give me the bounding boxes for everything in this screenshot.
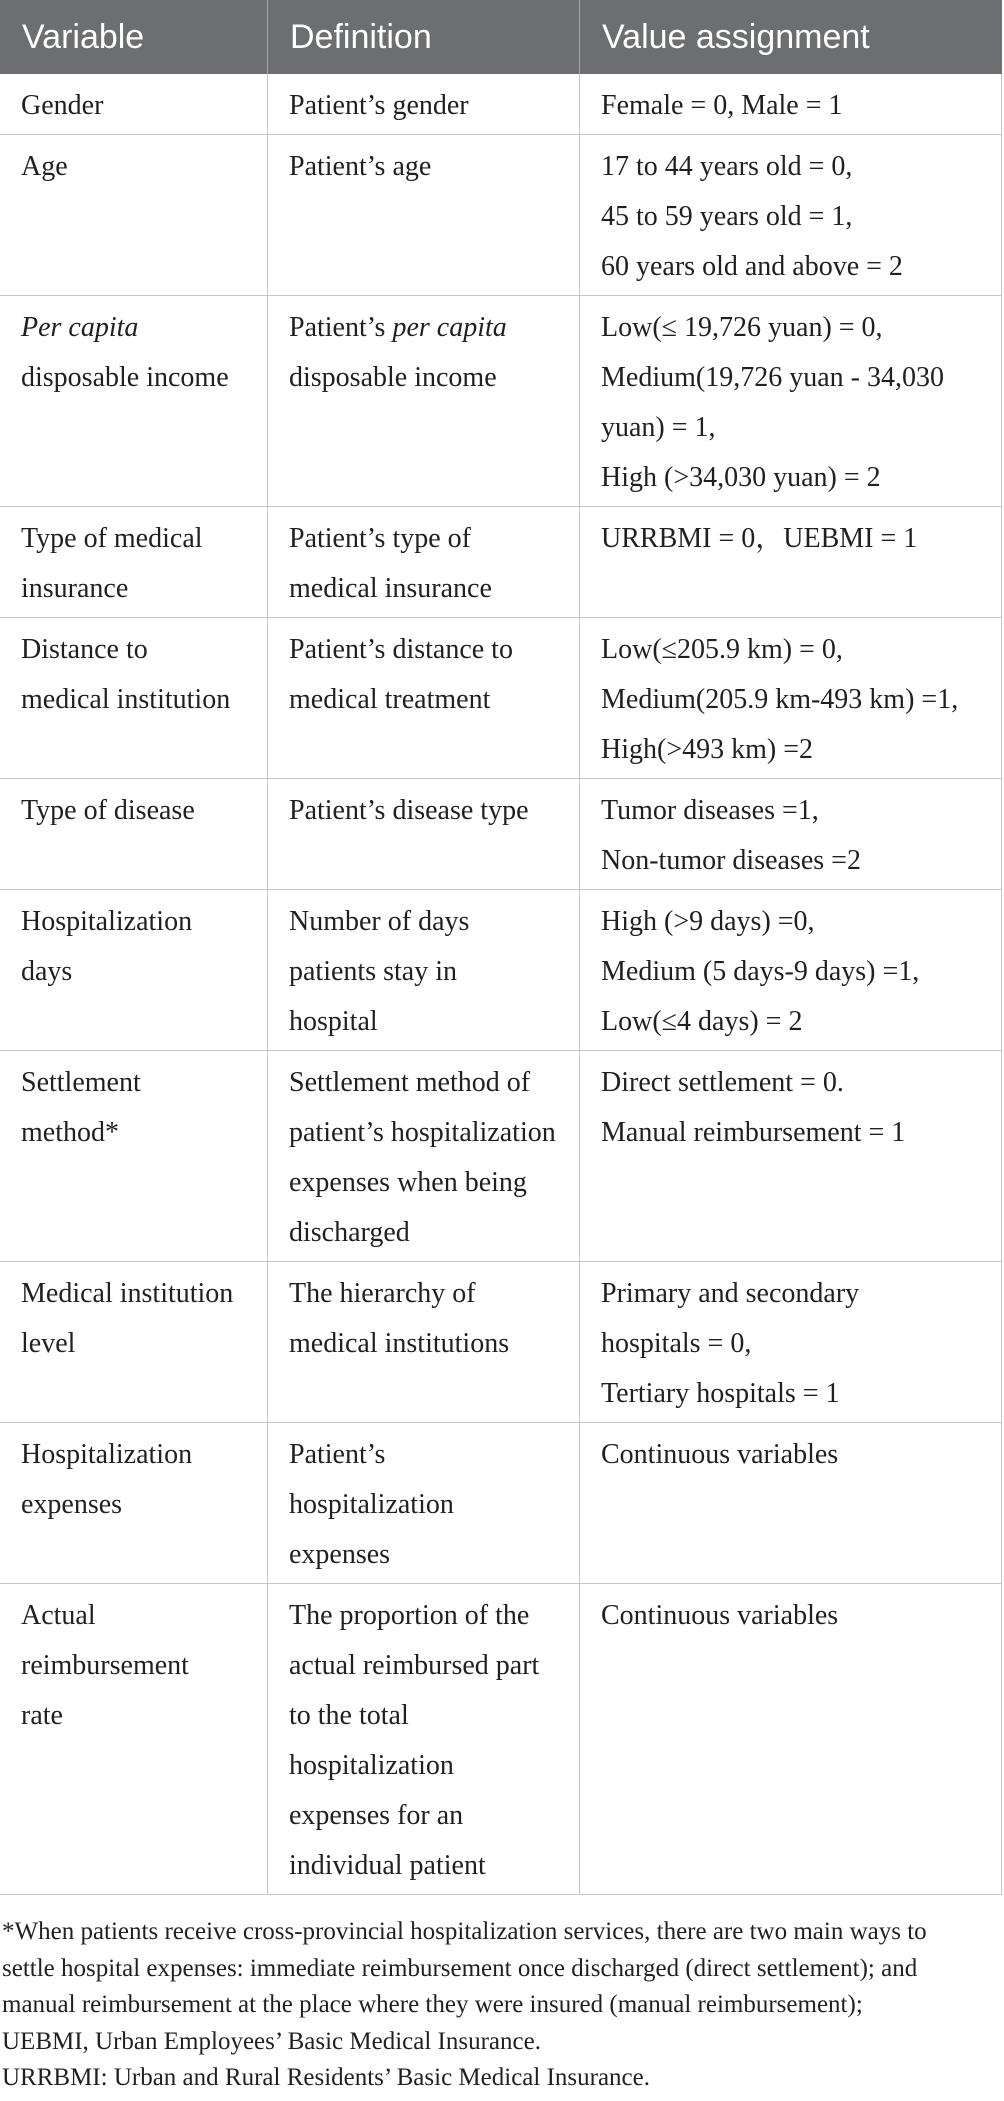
cell-line: insurance	[21, 573, 129, 604]
cell-line: disposable income	[21, 362, 229, 393]
cell-line: 45 to 59 years old = 1,	[601, 201, 853, 232]
table-row	[0, 296, 1002, 507]
value-assignment-cell	[580, 779, 1002, 889]
cell-line: reimbursement	[21, 1650, 189, 1681]
cell-line: level	[21, 1328, 76, 1359]
definition-cell	[268, 779, 580, 889]
table-row	[0, 74, 1002, 135]
cell-line: expenses when being	[289, 1167, 527, 1198]
cell-line: Primary and secondary	[601, 1278, 860, 1309]
cell-line	[289, 303, 579, 353]
cell-line: Low(≤ 19,726 yuan) = 0,	[601, 312, 883, 343]
cell-line: Medium (5 days-9 days) =1,	[601, 956, 920, 987]
cell-line: hospital	[289, 1006, 378, 1037]
definition-cell	[268, 1423, 580, 1583]
variable-cell	[0, 1423, 268, 1583]
cell-line: disposable income	[289, 362, 497, 393]
cell-line: individual patient	[289, 1850, 486, 1881]
table-row	[0, 1584, 1002, 1895]
cell-line: patients stay in	[289, 956, 457, 987]
cell-line: to the total	[289, 1700, 409, 1731]
cell-line: expenses	[21, 1489, 123, 1520]
definition-cell	[268, 296, 580, 506]
text-segment: Patient’s	[289, 312, 393, 343]
cell-line: expenses for an	[289, 1800, 464, 1831]
value-assignment-cell	[580, 618, 1002, 778]
table-row	[0, 1051, 1002, 1262]
footnote-line: URRBMI: Urban and Rural Residents’ Basic Medical Insurance.	[2, 2064, 650, 2091]
cell-line: days	[21, 956, 73, 987]
value-assignment-cell	[580, 74, 1002, 134]
value-assignment-cell	[580, 507, 1002, 617]
italic-text: per capita	[392, 312, 507, 343]
cell-line: Medium(19,726 yuan - 34,030	[601, 362, 944, 393]
cell-line: Age	[21, 151, 68, 182]
cell-line: Tumor diseases =1,	[601, 795, 819, 826]
variable-cell	[0, 135, 268, 295]
table-row	[0, 779, 1002, 890]
footnote-line: UEBMI, Urban Employees’ Basic Medical Insurance.	[2, 2027, 541, 2055]
definition-cell	[268, 74, 580, 134]
cell-line: medical treatment	[289, 684, 491, 715]
cell-line: Manual reimbursement = 1	[601, 1117, 906, 1148]
cell-line: patient’s hospitalization	[289, 1117, 556, 1148]
variable-cell	[0, 1584, 268, 1894]
table-row	[0, 135, 1002, 296]
cell-line: Settlement	[21, 1067, 141, 1098]
cell-line: High (>34,030 yuan) = 2	[601, 462, 881, 493]
cell-line: rate	[21, 1700, 63, 1731]
cell-line: Type of medical	[21, 523, 203, 554]
footnote-line: settle hospital expenses: immediate reimbursement once discharged (direct settlement); and	[2, 1954, 918, 1982]
cell-line: method*	[21, 1117, 119, 1148]
value-assignment-cell	[580, 890, 1002, 1050]
cell-line: Medical institution	[21, 1278, 234, 1309]
cell-line: medical institution	[21, 684, 231, 715]
cell-line: Patient’s type of	[289, 523, 471, 554]
table-row	[0, 618, 1002, 779]
cell-line: medical institutions	[289, 1328, 510, 1359]
header-cell-definition: Definition	[268, 0, 580, 74]
table-row	[0, 507, 1002, 618]
cell-line: medical insurance	[289, 573, 492, 604]
table-row	[0, 1423, 1002, 1584]
cell-line: Patient’s disease type	[289, 795, 529, 826]
cell-line: Female = 0, Male = 1	[601, 90, 843, 121]
definition-cell	[268, 1051, 580, 1261]
cell-line: Distance to	[21, 634, 148, 665]
cell-line	[21, 303, 267, 353]
cell-line: Number of days	[289, 906, 470, 937]
cell-line: yuan) = 1,	[601, 412, 716, 443]
cell-line: Patient’s gender	[289, 90, 469, 121]
cell-line: Hospitalization	[21, 906, 193, 937]
cell-line: Non-tumor diseases =2	[601, 845, 861, 876]
cell-line: hospitalization	[289, 1750, 454, 1781]
table-row	[0, 1262, 1002, 1423]
cell-line: 17 to 44 years old = 0,	[601, 151, 853, 182]
variable-cell	[0, 890, 268, 1050]
table-header-row	[0, 0, 1002, 74]
variable-cell	[0, 779, 268, 889]
cell-line: High (>9 days) =0,	[601, 906, 815, 937]
cell-line: 60 years old and above = 2	[601, 251, 903, 282]
value-assignment-cell	[580, 1584, 1002, 1894]
cell-line: Type of disease	[21, 795, 195, 826]
value-assignment-cell	[580, 296, 1002, 506]
cell-line: Direct settlement = 0.	[601, 1067, 844, 1098]
table-body	[0, 74, 1002, 1895]
value-assignment-cell	[580, 1262, 1002, 1422]
definition-cell	[268, 890, 580, 1050]
definition-cell	[268, 507, 580, 617]
variable-cell	[0, 1051, 268, 1261]
value-assignment-cell	[580, 1423, 1002, 1583]
cell-line: Continuous variables	[601, 1439, 839, 1470]
cell-line: Medium(205.9 km-493 km) =1,	[601, 684, 959, 715]
cell-line: Low(≤205.9 km) = 0,	[601, 634, 843, 665]
cell-line: The proportion of the	[289, 1600, 530, 1631]
definition-cell	[268, 135, 580, 295]
cell-line: Actual	[21, 1600, 96, 1631]
variable-cell	[0, 74, 268, 134]
cell-line: hospitalization	[289, 1489, 454, 1520]
cell-line: Patient’s	[289, 1439, 386, 1470]
cell-line: Settlement method of	[289, 1067, 531, 1098]
variable-cell	[0, 296, 268, 506]
definition-cell	[268, 618, 580, 778]
table-row	[0, 890, 1002, 1051]
cell-line: expenses	[289, 1539, 391, 1570]
cell-line: Tertiary hospitals = 1	[601, 1378, 840, 1409]
cell-line: The hierarchy of	[289, 1278, 476, 1309]
variable-cell	[0, 1262, 268, 1422]
header-cell-value-assignment: Value assignment	[602, 18, 870, 56]
variable-cell	[0, 507, 268, 617]
cell-line: actual reimbursed part	[289, 1650, 540, 1681]
value-assignment-cell	[580, 135, 1002, 295]
footnote-line: *When patients receive cross-provincial hospitalization services, there are two main ways to	[2, 1918, 927, 1945]
definition-cell	[268, 1262, 580, 1422]
variable-cell	[0, 618, 268, 778]
cell-line: High(>493 km) =2	[601, 734, 814, 765]
definition-cell	[268, 1584, 580, 1894]
cell-line: URRBMI = 0，UEBMI = 1	[601, 523, 918, 554]
table-footnote	[0, 1914, 1004, 2097]
cell-line: Patient’s distance to	[289, 634, 513, 665]
cell-line: Hospitalization	[21, 1439, 193, 1470]
header-cell-variable: Variable	[0, 0, 268, 74]
cell-line: Low(≤4 days) = 2	[601, 1006, 803, 1037]
italic-text: Per capita	[21, 312, 139, 343]
cell-line: Continuous variables	[601, 1600, 839, 1631]
cell-line: Gender	[21, 90, 104, 121]
cell-line: Patient’s age	[289, 151, 432, 182]
footnote-line: manual reimbursement at the place where they were insured (manual reimbursement);	[2, 1991, 863, 2018]
cell-line: hospitals = 0,	[601, 1328, 752, 1359]
cell-line: discharged	[289, 1217, 410, 1248]
value-assignment-cell	[580, 1051, 1002, 1261]
